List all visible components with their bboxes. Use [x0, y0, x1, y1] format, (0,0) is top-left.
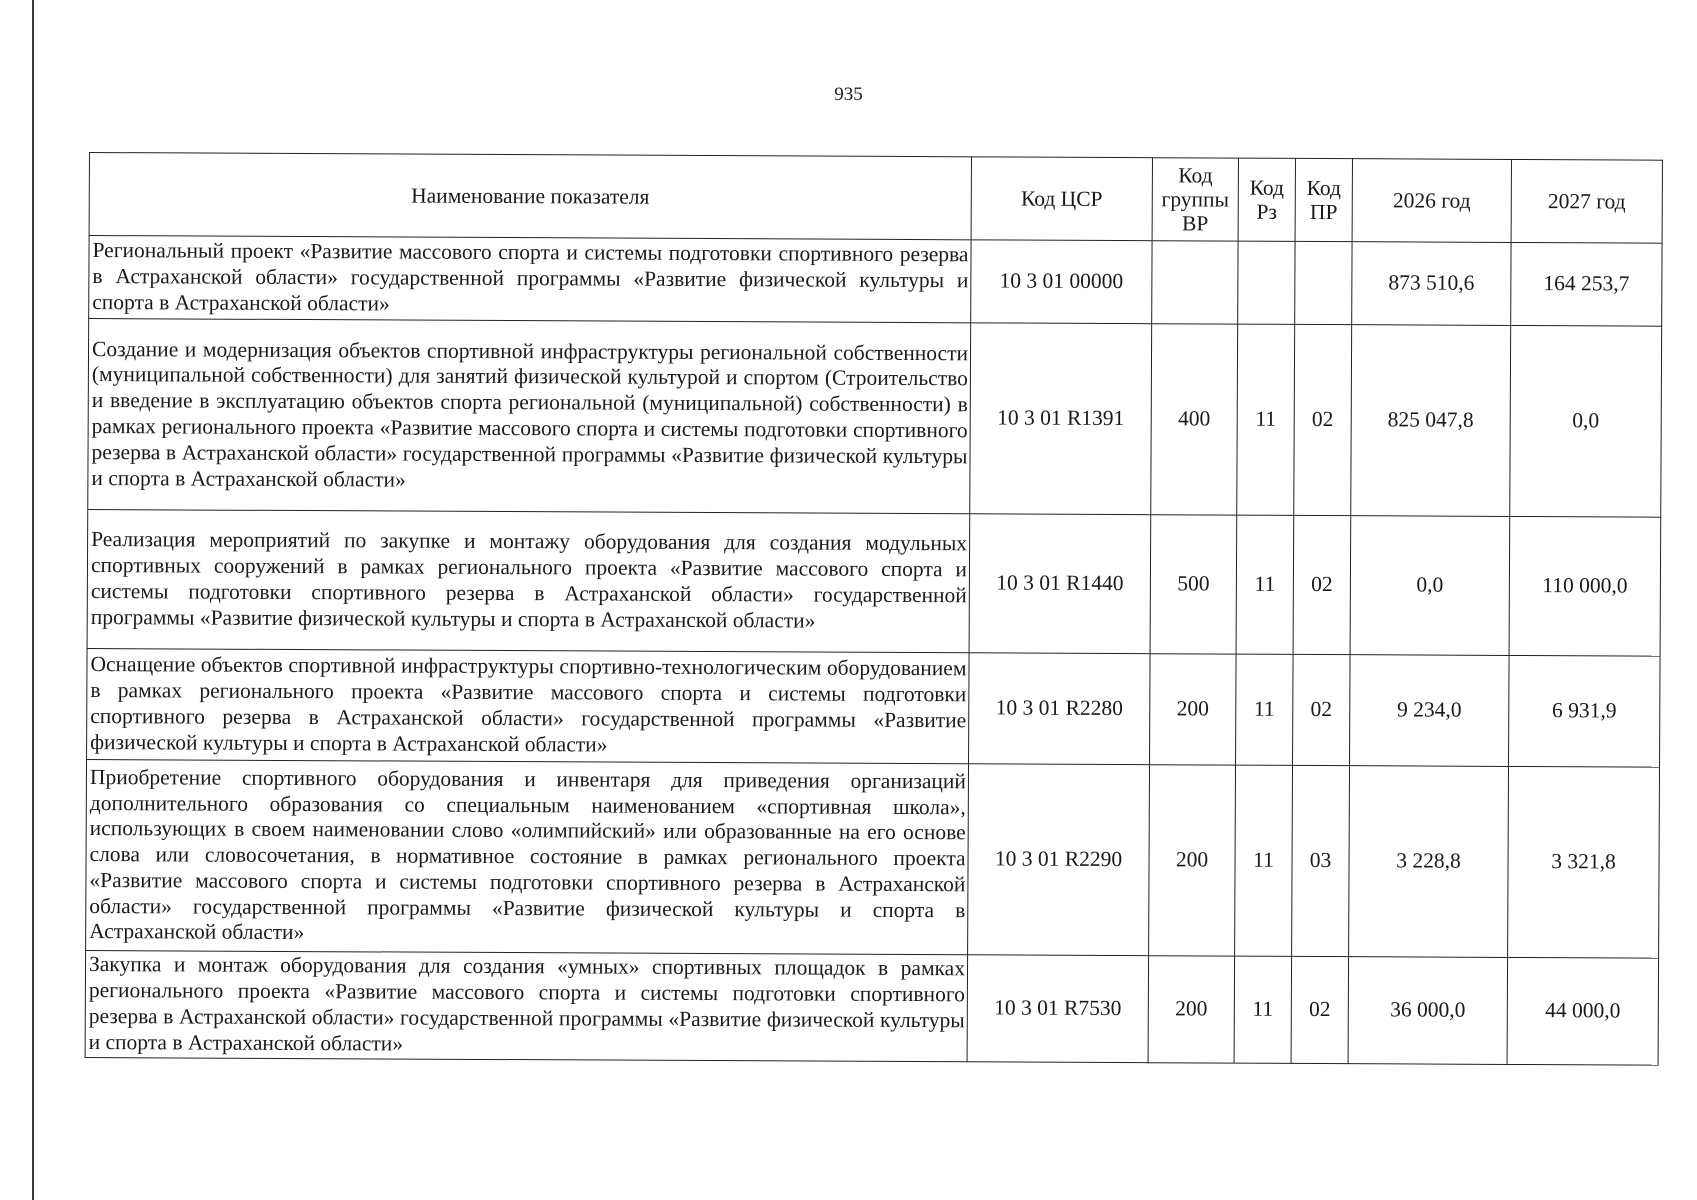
row-vr-code: 200 [1150, 654, 1237, 765]
row-rz-code: 11 [1235, 765, 1293, 956]
row-amount-2026: 36 000,0 [1348, 957, 1508, 1065]
row-vr-code: 400 [1151, 324, 1238, 515]
row-csr-code: 10 3 01 00000 [971, 240, 1152, 324]
row-rz-code: 11 [1237, 324, 1295, 515]
row-name: Создание и модернизация объектов спортивной инфраструктуры региональной собственности (муниципальной собственности) для занятий физической культурой и спортом (Строительство и введение в эксплуатацию объектов спорта региональной (муниципальной) собственности) в рамках регионального проекта «Развитие массового спорта и системы подготовки спортивного резерва в Астраханской области» государственной программы «Развитие физической культуры и спорта в Астраханской области» [88, 319, 971, 514]
row-pr-code: 02 [1294, 324, 1352, 515]
row-amount-2026: 3 228,8 [1349, 766, 1509, 958]
header-csr-code: Код ЦСР [971, 157, 1152, 241]
row-rz-code: 11 [1236, 515, 1294, 654]
row-pr-code: 02 [1291, 956, 1349, 1063]
header-vr-group-code: Код группы ВР [1152, 158, 1238, 241]
row-pr-code [1295, 241, 1352, 324]
row-pr-code: 03 [1292, 765, 1350, 956]
row-amount-2026: 873 510,6 [1352, 242, 1511, 326]
row-amount-2027: 6 931,9 [1509, 655, 1661, 767]
row-pr-code: 02 [1293, 654, 1351, 765]
row-amount-2026: 9 234,0 [1350, 655, 1510, 767]
table-row [85, 950, 1659, 1065]
header-year-2026: 2026 год [1352, 159, 1511, 243]
row-csr-code: 10 3 01 R1391 [970, 323, 1152, 515]
row-rz-code [1238, 241, 1295, 324]
row-vr-code: 200 [1149, 765, 1236, 956]
header-year-2027: 2027 год [1511, 159, 1662, 243]
row-name: Закупка и монтаж оборудования для создания «умных» спортивных площадок в рамках регионального проекта «Развитие массового спорта и системы подготовки спортивного резерва в Астраханской области» государственной программы «Развитие физической культуры и спорта в Астраханской области» [85, 950, 968, 1061]
budget-table [85, 152, 1663, 1066]
row-amount-2027: 44 000,0 [1507, 957, 1659, 1065]
row-name: Реализация мероприятий по закупке и монтажу оборудования для создания модульных спортивных сооружений в рамках регионального проекта «Развитие массового спорта и системы подготовки спортивного резерва в Астраханской области» государственной программы «Развитие физической культуры и спорта в Астраханской области» [87, 509, 970, 652]
table-row [87, 509, 1661, 656]
row-rz-code: 11 [1234, 956, 1292, 1063]
header-rz-code: Код Рз [1238, 158, 1295, 241]
row-amount-2027: 3 321,8 [1508, 766, 1660, 958]
row-csr-code: 10 3 01 R2290 [968, 764, 1150, 956]
row-rz-code: 11 [1236, 654, 1294, 765]
table-header-row [89, 153, 1662, 244]
page-number: 935 [834, 84, 863, 105]
row-pr-code: 02 [1293, 515, 1351, 654]
table-row [86, 759, 1660, 958]
row-amount-2026: 0,0 [1350, 516, 1510, 656]
row-name: Оснащение объектов спортивной инфраструктуры спортивно-технологическим оборудованием в рамках регионального проекта «Развитие массового спорта и системы подготовки спортивного резерва в Астраханской области» государственной программы «Развитие физической культуры и спорта в Астраханской области» [87, 648, 970, 763]
row-vr-code: 200 [1148, 956, 1235, 1063]
row-csr-code: 10 3 01 R1440 [969, 514, 1151, 654]
row-vr-code [1152, 241, 1238, 324]
row-name: Приобретение спортивного оборудования и инвентаря для приведения организаций дополнительного образования со специальным наименованием «спортивная школа», использующих в своем наименовании слово «олимпийский» или образованные на его основе слова или словосочетания, в нормативное состояние в рамках регионального проекта «Развитие массового спорта и системы подготовки спортивного резерва в Астраханской области» государственной программы «Развитие физической культуры и спорта в Астраханской области» [86, 759, 969, 954]
row-csr-code: 10 3 01 R7530 [967, 955, 1149, 1063]
header-name: Наименование показателя [89, 153, 971, 240]
table-row [88, 319, 1662, 518]
table-row [87, 648, 1661, 767]
row-name: Региональный проект «Развитие массового спорта и системы подготовки спортивного резерва в Астраханской области» государственной программы «Развитие физической культуры и спорта в Астраханской области» [89, 236, 971, 323]
row-amount-2026: 825 047,8 [1351, 325, 1511, 517]
header-pr-code: Код ПР [1295, 158, 1352, 241]
row-amount-2027: 110 000,0 [1509, 516, 1661, 656]
binding-margin-line [32, 0, 34, 1200]
table-row [89, 236, 1662, 327]
row-amount-2027: 0,0 [1510, 325, 1662, 517]
row-vr-code: 500 [1150, 515, 1237, 654]
row-amount-2027: 164 253,7 [1511, 242, 1662, 326]
row-csr-code: 10 3 01 R2280 [969, 653, 1151, 765]
